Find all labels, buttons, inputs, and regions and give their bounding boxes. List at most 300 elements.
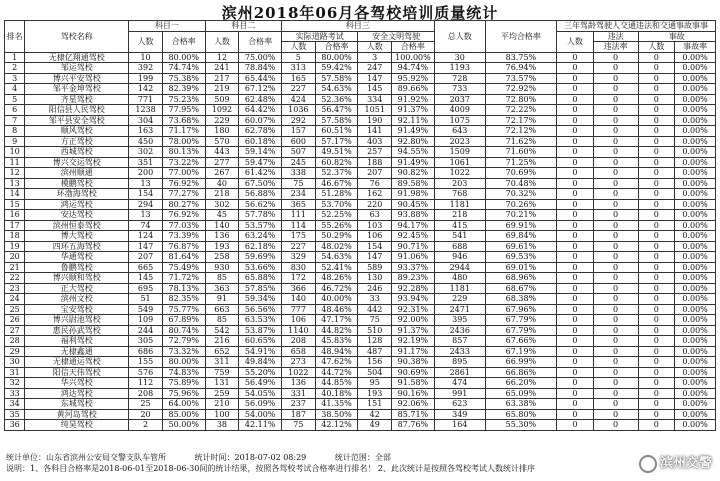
table-cell: 62.18% bbox=[239, 241, 282, 252]
header-violation: 违法 bbox=[593, 31, 638, 42]
school-name-cell: 邹平县安全驾校 bbox=[25, 115, 129, 126]
table-cell: 64.42% bbox=[239, 105, 282, 116]
table-cell: 92.45% bbox=[392, 231, 435, 242]
school-name-cell: 阳信县人民驾校 bbox=[25, 105, 129, 116]
table-cell: 72.17% bbox=[485, 115, 556, 126]
table-cell: 20 bbox=[129, 409, 163, 420]
table-cell: 507 bbox=[282, 147, 316, 158]
table-cell: 246 bbox=[358, 283, 392, 294]
table-cell: 75 bbox=[358, 315, 392, 326]
table-cell: 92.00% bbox=[392, 315, 435, 326]
table-cell: 0.00% bbox=[675, 157, 716, 168]
table-row bbox=[5, 315, 716, 326]
table-cell: 94.17% bbox=[392, 220, 435, 231]
table-row bbox=[5, 283, 716, 294]
table-cell: 474 bbox=[434, 378, 485, 389]
table-cell: 0 bbox=[557, 409, 594, 420]
school-name-cell: 华通驾校 bbox=[25, 252, 129, 263]
table-cell: 0 bbox=[638, 136, 675, 147]
table-row bbox=[5, 199, 716, 210]
table-cell: 2 bbox=[129, 420, 163, 431]
table-cell: 0 bbox=[638, 241, 675, 252]
table-cell: 424 bbox=[282, 94, 316, 105]
footer-unit: 统计单位：山东省滨州公安局交警支队车管所 bbox=[6, 453, 166, 462]
table-cell: 85 bbox=[205, 315, 239, 326]
footer-scope: 统计范围：全部 bbox=[334, 453, 391, 462]
table-cell: 292 bbox=[282, 115, 316, 126]
table-cell: 200 bbox=[129, 168, 163, 179]
table-cell: 59.47% bbox=[239, 157, 282, 168]
table-cell: 15 bbox=[5, 199, 25, 210]
table-cell: 76.94% bbox=[485, 63, 556, 74]
table-cell: 93.94% bbox=[392, 294, 435, 305]
table-cell: 89.66% bbox=[392, 84, 435, 95]
table-cell: 52.37% bbox=[315, 168, 358, 179]
table-cell: 0 bbox=[638, 357, 675, 368]
table-cell: 106 bbox=[282, 315, 316, 326]
table-cell: 103 bbox=[358, 220, 392, 231]
table-cell: 69.61% bbox=[485, 241, 556, 252]
table-row bbox=[5, 157, 716, 168]
table-cell: 67.12% bbox=[239, 84, 282, 95]
table-cell: 0.00% bbox=[675, 388, 716, 399]
table-cell: 75.96% bbox=[162, 388, 205, 399]
table-cell: 145 bbox=[358, 84, 392, 95]
table-cell: 154 bbox=[358, 241, 392, 252]
header-subject1: 科目一 bbox=[129, 21, 205, 32]
table-cell: 0 bbox=[557, 189, 594, 200]
table-cell: 0 bbox=[557, 325, 594, 336]
footer-note: 说明：1、各科目合格率是2018-06-01至2018-06-30间的统计结果，按照各驾校考试合格率进行排名！ 2、此次统计是按照各驾校考试人数统计排序 bbox=[6, 464, 535, 473]
table-cell: 0 bbox=[557, 126, 594, 137]
table-cell: 13 bbox=[5, 178, 25, 189]
table-cell: 218 bbox=[205, 189, 239, 200]
table-cell: 3 bbox=[5, 73, 25, 84]
table-cell: 90.38% bbox=[392, 357, 435, 368]
table-cell: 334 bbox=[358, 94, 392, 105]
school-name-cell: 四环五海驾校 bbox=[25, 241, 129, 252]
table-cell: 92.31% bbox=[392, 304, 435, 315]
table-cell: 75.00% bbox=[239, 52, 282, 63]
table-cell: 0.00% bbox=[675, 315, 716, 326]
school-name-cell: 博兴平安驾校 bbox=[25, 73, 129, 84]
table-cell: 0 bbox=[638, 52, 675, 63]
table-cell: 0 bbox=[638, 294, 675, 305]
table-cell: 82.39% bbox=[162, 84, 205, 95]
table-cell: 77.27% bbox=[162, 189, 205, 200]
school-name-cell: 正大驾校 bbox=[25, 283, 129, 294]
table-cell: 57.17% bbox=[315, 136, 358, 147]
table-cell: 0 bbox=[638, 304, 675, 315]
table-cell: 130 bbox=[358, 273, 392, 284]
table-cell: 91.49% bbox=[392, 126, 435, 137]
table-cell: 92.28% bbox=[392, 283, 435, 294]
table-cell: 0.00% bbox=[675, 126, 716, 137]
table-cell: 25 bbox=[5, 304, 25, 315]
table-cell: 227 bbox=[282, 241, 316, 252]
school-name-cell: 东城驾校 bbox=[25, 399, 129, 410]
table-cell: 0 bbox=[557, 178, 594, 189]
table-cell: 304 bbox=[129, 115, 163, 126]
header-avg-rate: 平均合格率 bbox=[485, 21, 556, 53]
table-cell: 55.26% bbox=[315, 220, 358, 231]
table-cell: 0.00% bbox=[675, 409, 716, 420]
table-cell: 305 bbox=[129, 336, 163, 347]
table-cell: 80.74% bbox=[162, 325, 205, 336]
table-cell: 247 bbox=[358, 63, 392, 74]
table-cell: 0 bbox=[638, 178, 675, 189]
table-cell: 73.32% bbox=[162, 346, 205, 357]
table-cell: 62.78% bbox=[239, 126, 282, 137]
table-cell: 67.96% bbox=[485, 304, 556, 315]
header-total: 总人数 bbox=[434, 21, 485, 53]
table-cell: 33 bbox=[358, 294, 392, 305]
table-cell: 76.92% bbox=[162, 210, 205, 221]
table-cell: 63.24% bbox=[239, 231, 282, 242]
table-cell: 257 bbox=[358, 147, 392, 158]
table-cell: 82.35% bbox=[162, 294, 205, 305]
table-cell: 67.89% bbox=[162, 315, 205, 326]
table-cell: 52.36% bbox=[315, 94, 358, 105]
table-cell: 1092 bbox=[205, 105, 239, 116]
table-cell: 52.25% bbox=[315, 210, 358, 221]
table-cell: 90.45% bbox=[392, 199, 435, 210]
table-cell: 0 bbox=[557, 115, 594, 126]
table-cell: 0 bbox=[557, 168, 594, 179]
table-cell: 241 bbox=[205, 63, 239, 74]
table-cell: 59.69% bbox=[239, 252, 282, 263]
table-cell: 57.78% bbox=[239, 210, 282, 221]
table-cell: 623 bbox=[434, 399, 485, 410]
table-cell: 0.00% bbox=[675, 273, 716, 284]
table-cell: 311 bbox=[205, 357, 239, 368]
table-cell: 34 bbox=[5, 399, 25, 410]
table-cell: 0.00% bbox=[675, 94, 716, 105]
table-cell: 157 bbox=[282, 126, 316, 137]
table-cell: 0.00% bbox=[675, 168, 716, 179]
header-k1-count: 人数 bbox=[129, 31, 163, 52]
table-cell: 0 bbox=[638, 63, 675, 74]
table-cell: 77.03% bbox=[162, 220, 205, 231]
table-cell: 0 bbox=[557, 136, 594, 147]
table-cell: 2 bbox=[5, 63, 25, 74]
table-cell: 60.65% bbox=[239, 336, 282, 347]
table-row bbox=[5, 336, 716, 347]
table-row bbox=[5, 252, 716, 263]
table-cell: 0 bbox=[557, 399, 594, 410]
table-row bbox=[5, 147, 716, 158]
table-cell: 0 bbox=[593, 420, 638, 431]
table-cell: 0 bbox=[593, 357, 638, 368]
table-cell: 16 bbox=[5, 210, 25, 221]
table-cell: 76.92% bbox=[162, 178, 205, 189]
table-cell: 44.82% bbox=[315, 325, 358, 336]
table-cell: 0 bbox=[638, 367, 675, 378]
table-cell: 193 bbox=[205, 241, 239, 252]
table-cell: 72.80% bbox=[485, 94, 556, 105]
table-cell: 90.82% bbox=[392, 168, 435, 179]
table-cell: 0 bbox=[638, 346, 675, 357]
table-cell: 576 bbox=[129, 367, 163, 378]
table-cell: 0 bbox=[557, 220, 594, 231]
table-cell: 0 bbox=[593, 178, 638, 189]
header-subject2: 科目二 bbox=[205, 21, 281, 32]
table-cell: 85.00% bbox=[162, 409, 205, 420]
table-cell: 329 bbox=[282, 252, 316, 263]
table-cell: 0 bbox=[593, 136, 638, 147]
header-subject3: 科目三 bbox=[282, 21, 435, 32]
table-cell: 48.46% bbox=[315, 304, 358, 315]
table-row bbox=[5, 73, 716, 84]
school-name-cell: 模鹏驾校 bbox=[25, 178, 129, 189]
table-cell: 141 bbox=[358, 126, 392, 137]
watermark bbox=[639, 452, 712, 473]
table-cell: 392 bbox=[129, 63, 163, 74]
table-cell: 94.74% bbox=[392, 63, 435, 74]
table-cell: 80.27% bbox=[162, 199, 205, 210]
table-cell: 26 bbox=[5, 315, 25, 326]
table-cell: 67.19% bbox=[485, 346, 556, 357]
table-cell: 1051 bbox=[358, 105, 392, 116]
table-cell: 90.71% bbox=[392, 241, 435, 252]
table-cell: 1181 bbox=[434, 199, 485, 210]
table-cell: 643 bbox=[434, 126, 485, 137]
table-cell: 93.37% bbox=[392, 262, 435, 273]
table-cell: 90.16% bbox=[392, 388, 435, 399]
table-cell: 74.74% bbox=[162, 63, 205, 74]
table-cell: 80.13% bbox=[162, 147, 205, 158]
table-cell: 60.18% bbox=[239, 136, 282, 147]
table-cell: 0 bbox=[593, 126, 638, 137]
school-name-cell: 惠民孙武驾校 bbox=[25, 325, 129, 336]
table-cell: 56.47% bbox=[315, 105, 358, 116]
table-cell: 65.80% bbox=[485, 409, 556, 420]
table-cell: 14 bbox=[5, 189, 25, 200]
table-cell: 0 bbox=[593, 168, 638, 179]
table-cell: 0 bbox=[593, 283, 638, 294]
table-cell: 70.32% bbox=[485, 189, 556, 200]
table-cell: 76 bbox=[358, 178, 392, 189]
table-cell: 75.38% bbox=[162, 73, 205, 84]
school-name-cell: 安达驾校 bbox=[25, 210, 129, 221]
table-cell: 0.00% bbox=[675, 325, 716, 336]
table-cell: 72.12% bbox=[485, 126, 556, 137]
table-cell: 60.51% bbox=[315, 126, 358, 137]
table-cell: 56.49% bbox=[239, 378, 282, 389]
table-cell: 1061 bbox=[434, 157, 485, 168]
table-cell: 509 bbox=[205, 94, 239, 105]
table-cell: 0 bbox=[593, 336, 638, 347]
table-cell: 0 bbox=[638, 94, 675, 105]
header-accident-rate: 事故率 bbox=[675, 42, 716, 53]
table-cell: 74 bbox=[129, 220, 163, 231]
table-cell: 175 bbox=[282, 231, 316, 242]
table-cell: 66.99% bbox=[485, 357, 556, 368]
table-cell: 0 bbox=[638, 378, 675, 389]
table-cell: 2436 bbox=[434, 325, 485, 336]
table-cell: 0 bbox=[593, 378, 638, 389]
table-cell: 69.84% bbox=[485, 231, 556, 242]
table-cell: 541 bbox=[434, 231, 485, 242]
table-cell: 71.25% bbox=[485, 157, 556, 168]
table-cell: 60.07% bbox=[239, 115, 282, 126]
table-cell: 0 bbox=[557, 157, 594, 168]
table-cell: 2037 bbox=[434, 94, 485, 105]
table-cell: 188 bbox=[358, 157, 392, 168]
table-cell: 29 bbox=[5, 346, 25, 357]
table-cell: 72.92% bbox=[485, 84, 556, 95]
table-cell: 20 bbox=[5, 252, 25, 263]
table-cell: 17 bbox=[5, 220, 25, 231]
table-cell: 0.00% bbox=[675, 336, 716, 347]
table-cell: 0 bbox=[557, 147, 594, 158]
table-cell: 53.57% bbox=[239, 220, 282, 231]
school-name-cell: 顺风驾校 bbox=[25, 126, 129, 137]
table-cell: 163 bbox=[129, 126, 163, 137]
table-cell: 90.69% bbox=[392, 367, 435, 378]
table-cell: 30 bbox=[5, 357, 25, 368]
table-cell: 140 bbox=[205, 220, 239, 231]
school-name-cell: 无棣亿翔通驾校 bbox=[25, 52, 129, 63]
table-cell: 57.58% bbox=[315, 73, 358, 84]
school-name-cell: 鸿运驾校 bbox=[25, 199, 129, 210]
table-cell: 504 bbox=[358, 367, 392, 378]
table-cell: 0 bbox=[557, 346, 594, 357]
table-cell: 50.00% bbox=[162, 420, 205, 431]
table-cell: 62.48% bbox=[239, 94, 282, 105]
table-cell: 207 bbox=[358, 168, 392, 179]
table-cell: 40 bbox=[205, 178, 239, 189]
table-cell: 54.63% bbox=[315, 252, 358, 263]
table-cell: 220 bbox=[358, 199, 392, 210]
table-cell: 686 bbox=[129, 346, 163, 357]
table-cell: 42.11% bbox=[239, 420, 282, 431]
table-cell: 142 bbox=[129, 84, 163, 95]
table-row bbox=[5, 168, 716, 179]
table-cell: 81.64% bbox=[162, 252, 205, 263]
table-cell: 294 bbox=[129, 199, 163, 210]
table-cell: 0 bbox=[593, 304, 638, 315]
page-title: 滨州2018年06月各驾校培训质量统计 bbox=[221, 4, 499, 22]
table-cell: 366 bbox=[282, 283, 316, 294]
table-cell: 0 bbox=[593, 325, 638, 336]
table-cell: 56.62% bbox=[239, 199, 282, 210]
table-cell: 227 bbox=[282, 84, 316, 95]
table-cell: 57.85% bbox=[239, 283, 282, 294]
table-cell: 0 bbox=[593, 388, 638, 399]
table-cell: 0 bbox=[557, 273, 594, 284]
table-cell: 55.30% bbox=[485, 420, 556, 431]
table-cell: 0 bbox=[638, 189, 675, 200]
school-name-cell: 滨州顺通 bbox=[25, 168, 129, 179]
table-cell: 54.05% bbox=[239, 388, 282, 399]
table-cell: 0.00% bbox=[675, 105, 716, 116]
table-cell: 652 bbox=[205, 346, 239, 357]
table-cell: 42 bbox=[358, 409, 392, 420]
table-cell: 187 bbox=[282, 409, 316, 420]
table-cell: 92.80% bbox=[392, 136, 435, 147]
table-row bbox=[5, 388, 716, 399]
table-cell: 47.17% bbox=[315, 315, 358, 326]
school-name-cell: 博大驾校 bbox=[25, 231, 129, 242]
table-cell: 1022 bbox=[434, 168, 485, 179]
school-name-cell: 鲁鹏驾校 bbox=[25, 262, 129, 273]
table-cell: 0 bbox=[593, 231, 638, 242]
table-cell: 277 bbox=[205, 157, 239, 168]
table-cell: 33 bbox=[5, 388, 25, 399]
table-cell: 0.00% bbox=[675, 283, 716, 294]
table-cell: 95.92% bbox=[392, 73, 435, 84]
table-cell: 218 bbox=[434, 210, 485, 221]
header-three-year: 三年驾龄驾驶人交通违法和交通事故事事 bbox=[557, 21, 716, 32]
table-cell: 0.00% bbox=[675, 367, 716, 378]
table-cell: 946 bbox=[434, 252, 485, 263]
table-cell: 155 bbox=[129, 357, 163, 368]
table-cell: 53.66% bbox=[239, 262, 282, 273]
table-cell: 768 bbox=[434, 189, 485, 200]
table-cell: 0 bbox=[593, 273, 638, 284]
table-cell: 688 bbox=[434, 241, 485, 252]
table-cell: 147 bbox=[358, 252, 392, 263]
table-cell: 0 bbox=[593, 252, 638, 263]
table-cell: 0 bbox=[557, 252, 594, 263]
table-cell: 140 bbox=[282, 294, 316, 305]
table-row bbox=[5, 273, 716, 284]
table-cell: 0 bbox=[593, 73, 638, 84]
table-cell: 830 bbox=[282, 262, 316, 273]
table-cell: 415 bbox=[434, 220, 485, 231]
table-cell: 111 bbox=[282, 210, 316, 221]
table-cell: 0.00% bbox=[675, 420, 716, 431]
table-cell: 67.79% bbox=[485, 325, 556, 336]
table-cell: 663 bbox=[205, 304, 239, 315]
table-cell: 0.00% bbox=[675, 84, 716, 95]
table-cell: 85.71% bbox=[392, 409, 435, 420]
table-cell: 5 bbox=[5, 94, 25, 105]
table-cell: 210 bbox=[205, 399, 239, 410]
table-cell: 549 bbox=[129, 304, 163, 315]
header-rank: 排名 bbox=[5, 21, 25, 53]
table-cell: 68.67% bbox=[485, 283, 556, 294]
table-cell: 41.35% bbox=[315, 399, 358, 410]
school-name-cell: 博兴交运驾校 bbox=[25, 157, 129, 168]
table-cell: 40.18% bbox=[315, 388, 358, 399]
header-accident-count: 人数 bbox=[638, 42, 675, 53]
table-cell: 65.44% bbox=[239, 73, 282, 84]
table-cell: 600 bbox=[282, 136, 316, 147]
table-row bbox=[5, 420, 716, 431]
table-cell: 487 bbox=[358, 346, 392, 357]
table-cell: 0.00% bbox=[675, 52, 716, 63]
table-cell: 53.87% bbox=[239, 325, 282, 336]
table-cell: 49.51% bbox=[315, 147, 358, 158]
table-cell: 443 bbox=[205, 147, 239, 158]
table-cell: 0 bbox=[638, 126, 675, 137]
table-cell: 109 bbox=[129, 315, 163, 326]
table-cell: 0 bbox=[593, 399, 638, 410]
table-cell: 0 bbox=[557, 336, 594, 347]
table-cell: 9 bbox=[5, 136, 25, 147]
table-cell: 0 bbox=[557, 283, 594, 294]
table-cell: 658 bbox=[282, 346, 316, 357]
header-k2-rate: 合格率 bbox=[239, 31, 282, 52]
table-cell: 91.58% bbox=[392, 378, 435, 389]
table-cell: 80.00% bbox=[162, 357, 205, 368]
table-cell: 589 bbox=[358, 262, 392, 273]
footer-time: 统计时间：2018-07-02 08:29 bbox=[194, 453, 307, 462]
table-cell: 27 bbox=[5, 325, 25, 336]
table-cell: 12 bbox=[205, 52, 239, 63]
